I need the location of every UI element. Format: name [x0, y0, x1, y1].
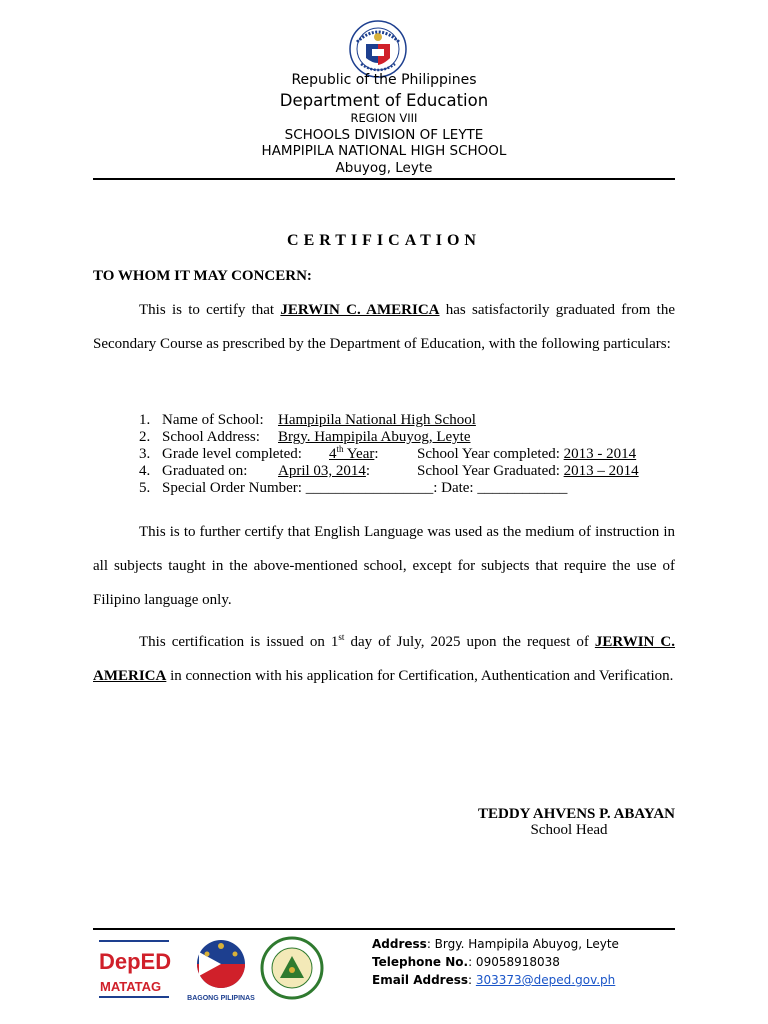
division-of-leyte-seal	[262, 938, 322, 998]
svg-text:BAGONG PILIPINAS: BAGONG PILIPINAS	[187, 995, 255, 1002]
header-divider	[93, 178, 675, 180]
item-number: 5.	[139, 480, 151, 496]
footer-email: Email Address: 303373@deped.gov.ph	[372, 973, 616, 987]
header-school: HAMPIPILA NATIONAL HIGH SCHOOL	[261, 143, 507, 159]
svg-text:DepED: DepED	[99, 949, 172, 974]
paragraph-certify	[93, 293, 675, 361]
salutation: TO WHOM IT MAY CONCERN:	[93, 268, 312, 284]
item-number: 3.	[139, 446, 151, 462]
grade-level-value: 4th Year:	[329, 444, 379, 462]
deped-seal-logo	[349, 20, 407, 78]
item-label: School Address:	[162, 429, 260, 445]
graduate-name: JERWIN C. AMERICA	[280, 302, 440, 318]
para3-before: This certification is issued on 1	[139, 634, 339, 650]
school-year-completed: School Year completed: 2013 - 2014	[417, 446, 637, 462]
header-division: SCHOOLS DIVISION OF LEYTE	[284, 127, 484, 143]
bagong-pilipinas-logo	[187, 940, 255, 1002]
graduated-on-value: April 03, 2014:	[278, 463, 371, 479]
para3-sup: st	[338, 632, 345, 642]
list-item	[93, 412, 693, 429]
particulars-list	[93, 412, 693, 497]
footer-address: Address: Brgy. Hampipila Abuyog, Leyte	[372, 937, 619, 951]
deped-matatag-logo	[99, 940, 171, 998]
item-number: 4.	[139, 463, 151, 479]
header-department: Department of Education	[279, 91, 489, 110]
paragraph-issuance	[93, 625, 675, 693]
para3-middle: day of July, 2025 upon the request of	[344, 634, 595, 650]
svg-text:MATATAG: MATATAG	[100, 979, 162, 994]
header-location: Abuyog, Leyte	[335, 160, 433, 176]
footer-divider	[93, 928, 675, 930]
item-label: Graduated on:	[162, 463, 248, 479]
header-republic: Republic of the Philippines	[291, 72, 477, 88]
para1-after: has satisfactorily graduated from the Secondary Course as prescribed by the Department of Education, with the following particulars:	[93, 302, 675, 352]
list-item	[93, 446, 693, 463]
item-number: 2.	[139, 429, 151, 445]
list-item	[93, 480, 693, 497]
para1-before: This is to certify that	[139, 302, 281, 318]
paragraph-language: This is to further certify that English Language was used as the medium of instruction in all subjects taught in the above-mentioned school, except for subjects that require the use of Filipino language only.	[93, 524, 675, 608]
footer-logos	[96, 936, 336, 1006]
document-title: CERTIFICATION	[287, 232, 481, 249]
para3-after: in connection with his application for Certification, Authentication and Verification.	[166, 668, 674, 684]
school-address-value: Brgy. Hampipila Abuyog, Leyte	[278, 429, 471, 445]
item-label: Grade level completed:	[162, 446, 302, 462]
signatory-name: TEDDY AHVENS P. ABAYAN	[477, 806, 675, 822]
special-order-line: Special Order Number: _________________: Date: ____________	[162, 480, 568, 496]
list-item	[93, 463, 693, 480]
email-link[interactable]: 303373@deped.gov.ph	[475, 973, 616, 987]
requester-name: JERWIN C. AMERICA	[93, 634, 675, 684]
header-region: REGION VIII	[350, 111, 418, 125]
footer-telephone: Telephone No.: 09058918038	[372, 955, 560, 969]
item-label: Name of School:	[162, 412, 264, 428]
item-number: 1.	[139, 412, 151, 428]
list-item	[93, 429, 693, 446]
school-year-graduated: School Year Graduated: 2013 – 2014	[417, 463, 639, 479]
school-name-value: Hampipila National High School	[278, 412, 476, 428]
footer-contact	[372, 935, 619, 989]
signatory-title: School Head	[530, 822, 608, 838]
